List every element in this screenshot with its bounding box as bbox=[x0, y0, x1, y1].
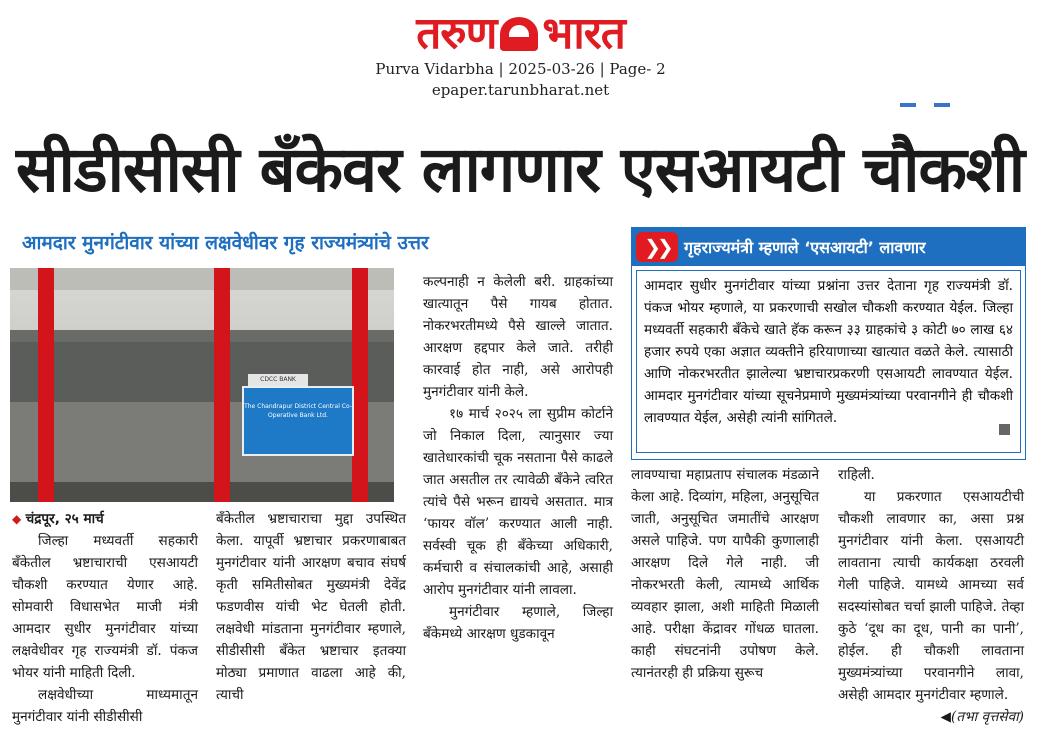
bank-building-photo bbox=[10, 268, 394, 502]
paragraph: जिल्हा मध्यवर्ती सहकारी बँकेतील भ्रष्टाचाराची एसआयटी चौकशी करण्यात येणार आहे. सोमवारी विधासभेत माजी मंत्री आमदार सुधीर मुनगंटीवार यांच्या लक्षवेधीवर गृह राज्यमंत्री डॉ. पंकज भोयर यांनी माहिती दिली. bbox=[12, 533, 198, 681]
article-column-1 bbox=[12, 508, 198, 728]
newspaper-logo[interactable] bbox=[416, 10, 625, 58]
paragraph: कल्पनाही न केलेली बरी. ग्राहकांच्या खात्यातून पैसे गायब होतात. नोकरभरतीमध्ये पैसे खाल्ले जातात. आरक्षण हद्दपार केले जाते. तरीही कारवाई होत नाही, असे आरोपही मुनगंटीवार यांनी केले. bbox=[423, 274, 613, 400]
corner-marks-decoration bbox=[900, 103, 950, 107]
paragraph: बँकेतील भ्रष्टाचाराचा मुद्दा उपस्थित केला. यापूर्वी भ्रष्टाचार प्रकरणाबाबत मुनगंटीवार यांनी आरक्षण बचाव संघर्ष कृती समितीसोबत मुख्यमंत्री देवेंद्र फडणवीस यांची भेट घेतली होती. लक्षवेधी मांडताना मुनगंटीवार म्हणाले, सीडीसीसी बँकेत भ्रष्टाचार इतक्या मोठ्या प्रमाणात वाढला आहे की, त्याची bbox=[216, 511, 406, 703]
article-column-5 bbox=[838, 464, 1024, 728]
article-column-3 bbox=[423, 271, 613, 645]
article-subheadline: आमदार मुनगंटीवार यांच्या लक्षवेधीवर गृह राज्यमंत्र्यांचे उत्तर bbox=[22, 232, 429, 254]
bank-sign-header: CDCC BANK bbox=[248, 374, 308, 386]
bank-sign: The Chandrapur District Central Co-Operative Bank Ltd. bbox=[242, 386, 354, 456]
sidebar-title: गृहराज्यमंत्री म्हणाले ‘एसआयटी’ लावणार bbox=[684, 238, 926, 257]
news-credit: (तभा वृत्तसेवा) bbox=[951, 709, 1024, 725]
sidebar-body bbox=[636, 270, 1021, 453]
diamond-bullet-icon: ◆ bbox=[12, 512, 22, 526]
epaper-url[interactable]: epaper.tarunbharat.net bbox=[431, 81, 610, 99]
paragraph: १७ मार्च २०२५ ला सुप्रीम कोर्टाने जो निकाल दिला, त्यानुसार ज्या खातेधारकांची चूक नसताना पैसे काढले जात असतील तर त्यावेळी बँकेने त्वरित त्यांचे पैसे भरून द्यायचे असतात. मात्र ‘फायर वॉल’ करण्यात आली नाही. सर्वस्वी चूक ही बँकेच्या अधिकारी, कर्मचारी व संचालकांची आहे, असाही आरोप मुनगंटीवार यांनी लावला. bbox=[423, 406, 613, 598]
end-square-icon bbox=[999, 424, 1010, 435]
logo-text-bharat: भारत bbox=[542, 8, 625, 59]
article-column-4 bbox=[631, 464, 819, 684]
article-headline: सीडीसीसी बँकेवर लागणार एसआयटी चौकशी bbox=[15, 133, 1025, 206]
article-column-2 bbox=[216, 508, 406, 706]
double-chevron-icon: ❯❯ bbox=[636, 232, 678, 262]
sidebar-text: आमदार सुधीर मुनगंटीवार यांच्या प्रश्नांना उत्तर देताना गृह राज्यमंत्री डॉ. पंकज भोयर म्हणाले, या प्रकरणाची सखोल चौकशी करण्यात येईल. जिल्हा मध्यवर्ती सहकारी बँकेचे खाते हॅक करून ३३ ग्राहकांचे ३ कोटी ७० लाख ६४ हजार रुपये एका अज्ञात व्यक्तीने हरियाणाच्या खात्यात वळते केले. त्यासाठी आणि नोकरभरतीत झालेल्या भ्रष्टाचारप्रकरणी एसआयटी लावण्यात येईल. आमदार मुनगंटीवार यांच्या सूचनेप्रमाणे मुख्यमंत्र्यांच्या परवानगीने ही चौकशी लावण्यात येईल, असेही त्यांनी सांगितले. bbox=[644, 278, 1013, 426]
sidebar-box bbox=[631, 227, 1026, 460]
logo-emblem-icon bbox=[500, 17, 538, 51]
dateline: ◆ चंद्रपूर, २५ मार्च bbox=[12, 511, 104, 527]
paragraph: लक्षवेधीच्या माध्यमातून मुनगंटीवार यांनी सीडीसीसी bbox=[12, 687, 198, 725]
paragraph: लावण्याचा महाप्रताप संचालक मंडळाने केला आहे. दिव्यांग, महिला, अनुसूचित जाती, अनुसूचित जमातींचे आरक्षण असले पाहिजे. पण यापैकी कुणालाही आरक्षण दिले गेले नाही. जी नोकरभरती केली, त्यामध्ये आर्थिक व्यवहार झाला, अशी माहिती मिळाली आहे. परीक्षा केंद्रावर गोंधळ घातला. काही संघटनांनी उपोषण केले. त्यानंतरही ही प्रक्रिया सुरूच bbox=[631, 467, 819, 681]
masthead bbox=[0, 10, 1041, 100]
logo-text-tarun: तरुण bbox=[416, 8, 497, 59]
sidebar-header bbox=[632, 228, 1025, 266]
paragraph: या प्रकरणात एसआयटीची चौकशी लावणार का, असा प्रश्न मुनगंटीवार यांनी केला. एसआयटी लावताना त्याची कार्यकक्षा ठरवली गेली पाहिजे. यामध्ये आमच्या सर्व सदस्यांसोबत चर्चा झाली पाहिजे. तेव्हा कुठे ‘दूध का दूध, पानी का पानी’, होईल. ही चौकशी लावताना मुख्यमंत्र्यांच्या परवानगीने लावा, असेही आमदार मुनगंटीवार म्हणाले. bbox=[838, 489, 1024, 703]
credit-line bbox=[838, 706, 1024, 728]
triangle-left-icon: ◀ bbox=[940, 709, 952, 725]
paragraph: मुनगंटीवार म्हणाले, जिल्हा बँकेमध्ये आरक्षण धुडकावून bbox=[423, 604, 613, 642]
paragraph: राहिली. bbox=[838, 467, 875, 483]
edition-info: Purva Vidarbha | 2025-03-26 | Page- 2 bbox=[375, 60, 666, 78]
